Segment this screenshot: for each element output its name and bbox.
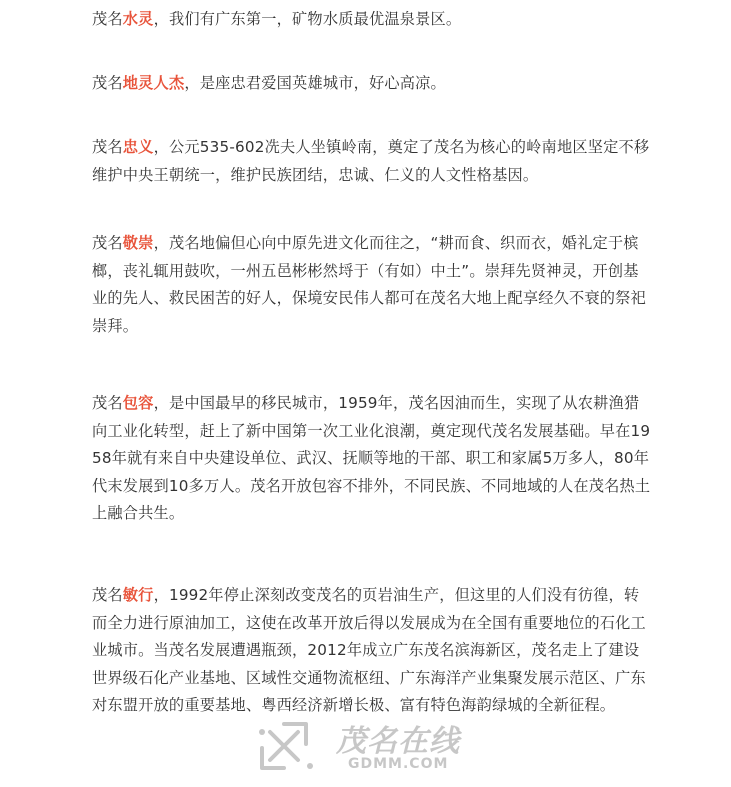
paragraph-keyword: 包容 (122, 394, 154, 412)
paragraph-keyword: 忠义 (122, 138, 154, 156)
paragraph-baorong (92, 390, 652, 528)
paragraph-text: ，是座忠君爱国英雄城市，好心高凉。 (184, 74, 446, 92)
paragraph-text: ，我们有广东第一，矿物水质最优温泉景区。 (153, 10, 462, 28)
paragraph-keyword: 敬崇 (122, 234, 154, 252)
paragraph-keyword: 地灵人杰 (122, 74, 185, 92)
paragraph-lead: 茂名 (92, 10, 123, 28)
paragraph-minxing (92, 582, 652, 720)
paragraph-text: ，茂名地偏但心向中原先进文化而往之，“耕而食、织而衣，婚礼定于槟榔，丧礼辄用鼓吹，一州五邑彬彬然埒于（有如）中土”。崇拜先贤神灵，开创基业的先人、救民困苦的好人，保境安民伟人都可在茂名大地上配享经久不衰的祭祀崇拜。 (92, 234, 646, 335)
paragraph-lead: 茂名 (92, 74, 123, 92)
paragraph-lead: 茂名 (92, 138, 123, 156)
paragraph-shuiling (92, 6, 652, 34)
paragraph-lead: 茂名 (92, 234, 123, 252)
watermark-domain: GDMM.COM (348, 756, 449, 772)
paragraph-jingchong (92, 230, 652, 340)
paragraph-keyword: 敏行 (122, 586, 154, 604)
paragraph-zhongyi (92, 134, 652, 189)
paragraph-text: ，公元535-602冼夫人坐镇岭南，奠定了茂名为核心的岭南地区坚定不移维护中央王朝统一，维护民族团结，忠诚、仁义的人文性格基因。 (92, 138, 650, 184)
paragraph-text: ，1992年停止深刻改变茂名的页岩油生产，但这里的人们没有彷徨，转而全力进行原油加工，这使在改革开放后得以发展成为在全国有重要地位的石化工业城市。当茂名发展遭遇瓶颈，2012年成立广东茂名滨海新区，茂名走上了建设世界级石化产业基地、区域性交通物流枢纽、广东海洋产业集聚发展示范区、广东对东盟开放的重要基地、粤西经济新增长极、富有特色海韵绿城的全新征程。 (92, 586, 646, 714)
paragraph-lead: 茂名 (92, 586, 123, 604)
watermark-logo-icon (248, 714, 328, 780)
paragraph-text: ，是中国最早的移民城市，1959年，茂名因油而生，实现了从农耕渔猎向工业化转型，赶上了新中国第一次工业化浪潮，奠定现代茂名发展基础。早在1958年就有来自中央建设单位、武汉、抚顺等地的干部、职工和家属5万多人，80年代末发展到10多万人。茂名开放包容不排外，不同民族、不同地域的人在茂名热土上融合共生。 (92, 394, 651, 522)
paragraph-lead: 茂名 (92, 394, 123, 412)
paragraph-diling-renjie (92, 70, 652, 98)
paragraph-keyword: 水灵 (122, 10, 154, 28)
site-watermark (248, 712, 488, 782)
watermark-title: 茂名在线 (336, 724, 460, 759)
